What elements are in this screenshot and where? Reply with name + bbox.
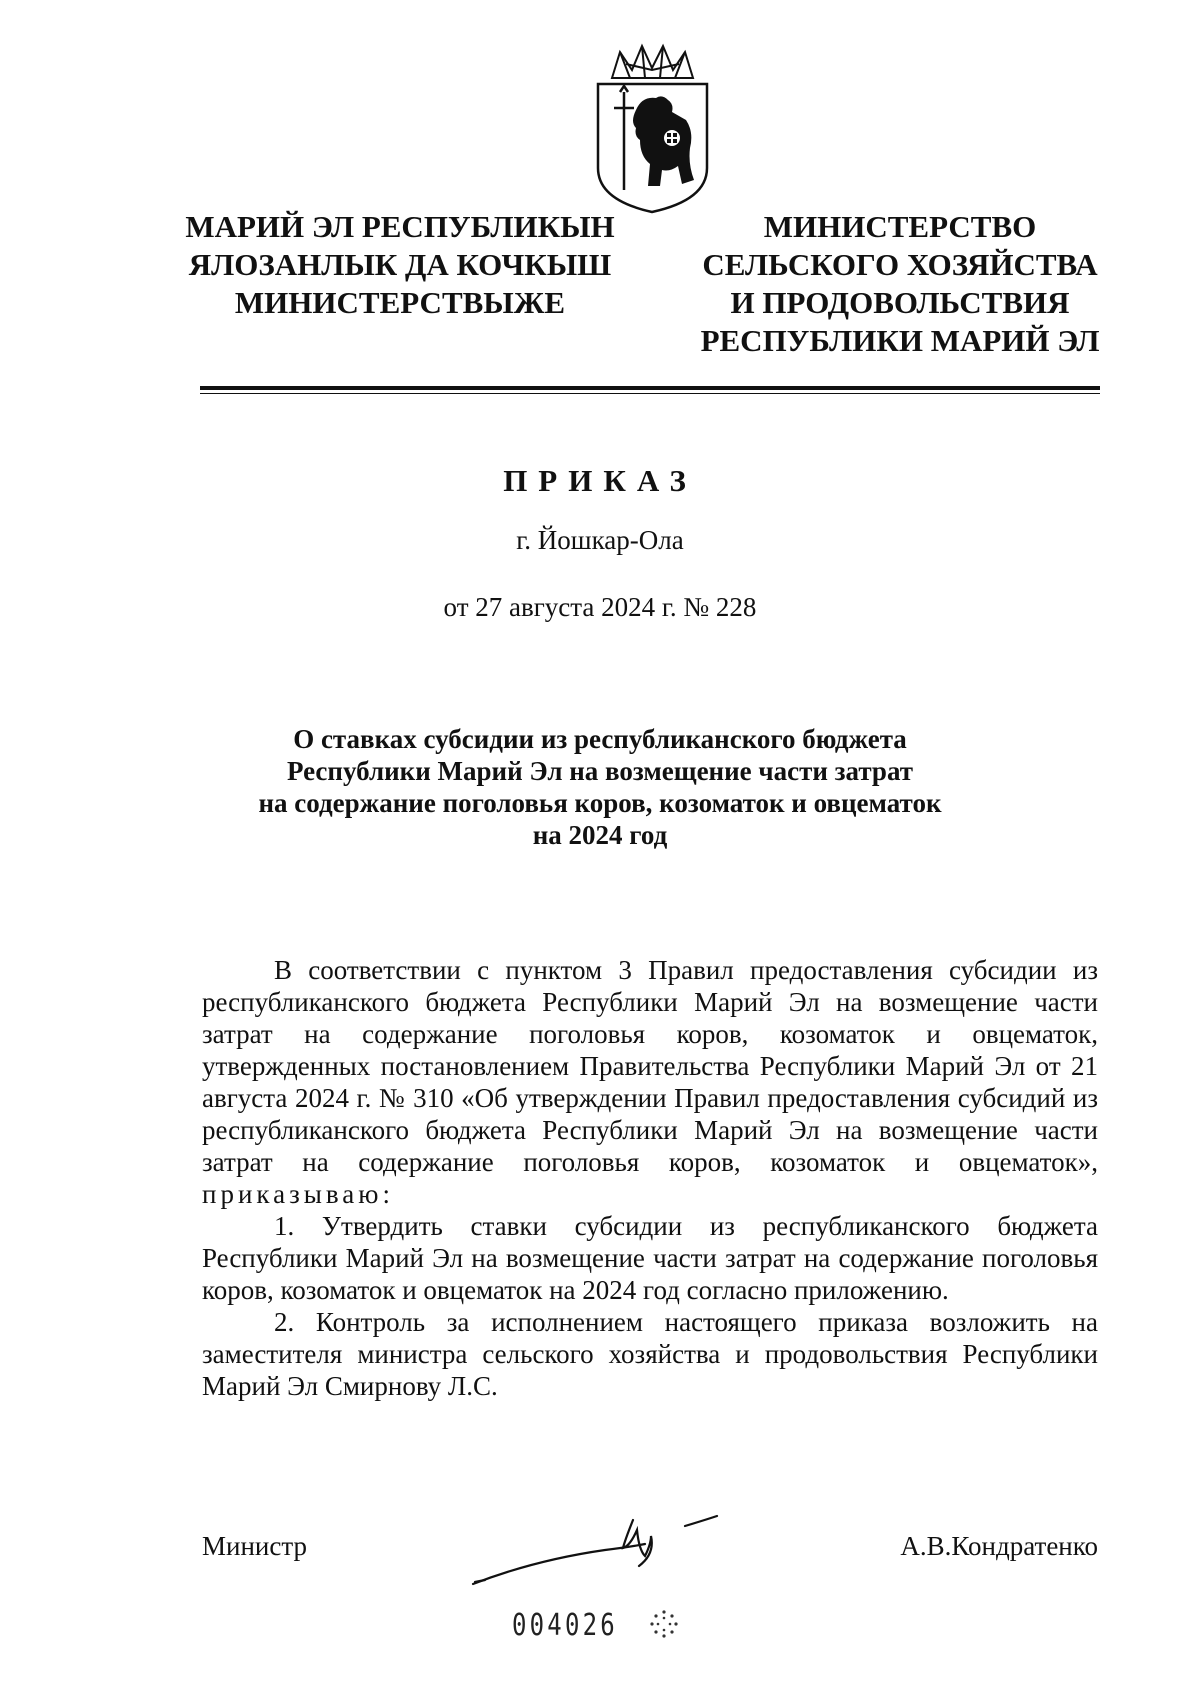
subject-line: на 2024 год bbox=[532, 820, 668, 850]
serial-star-mark bbox=[648, 1608, 680, 1640]
header-left-line: МИНИСТЕРСТВЫЖЕ bbox=[234, 285, 566, 320]
preamble-paragraph bbox=[202, 954, 1098, 1210]
header-right-line: И ПРОДОВОЛЬСТВИЯ bbox=[730, 285, 1070, 320]
header-right-russian bbox=[700, 208, 1100, 360]
header-divider-thin bbox=[200, 393, 1100, 394]
document-date-number: от 27 августа 2024 г. № 228 bbox=[443, 592, 757, 622]
order-word: приказываю: bbox=[202, 1179, 394, 1209]
order-item-1: 1. Утвердить ставки субсидии из республиканского бюджета Республики Марий Эл на возмещение части затрат на содержание поголовья коров, козоматок и овцематок на 2024 год согласно приложению. bbox=[202, 1211, 1098, 1305]
subject-line: на содержание поголовья коров, козоматок и овцематок bbox=[258, 788, 942, 818]
header-left-mari bbox=[185, 208, 615, 322]
signatory-position: Министр bbox=[202, 1531, 307, 1561]
header-left-line: МАРИЙ ЭЛ РЕСПУБЛИКЫН bbox=[185, 209, 615, 244]
subject-line: О ставках субсидии из республиканского бюджета bbox=[293, 724, 907, 754]
document-title: ПРИКАЗ bbox=[503, 463, 697, 498]
signatory-name: А.В.Кондратенко bbox=[900, 1531, 1098, 1561]
header-right-line: РЕСПУБЛИКИ МАРИЙ ЭЛ bbox=[700, 323, 1100, 358]
header-right-line: СЕЛЬСКОГО ХОЗЯЙСТВА bbox=[702, 247, 1098, 282]
header-left-line: ЯЛОЗАНЛЫК ДА КОЧКЫШ bbox=[188, 247, 612, 282]
serial-number: 004026 bbox=[512, 1608, 618, 1643]
document-city: г. Йошкар-Ола bbox=[516, 525, 684, 555]
coat-of-arms-emblem bbox=[590, 40, 715, 215]
preamble-text: В соответствии с пунктом 3 Правил предоставления субсидии из республиканского бюджета Республики Марий Эл на возмещение части затрат на содержание поголовья коров, козоматок и овцематок, утвержденных постановлением Правительства Республики Марий Эл от 21 августа 2024 г. № 310 «Об утверждении Правил предоставления субсидий из республиканского бюджета Республики Марий Эл на возмещение части затрат на содержание поголовья коров, козоматок и овцематок», bbox=[202, 955, 1098, 1177]
header-right-line: МИНИСТЕРСТВО bbox=[763, 209, 1037, 244]
subject-line: Республики Марий Эл на возмещение части затрат bbox=[286, 756, 914, 786]
header-divider-thick bbox=[200, 386, 1100, 390]
handwritten-signature bbox=[455, 1500, 755, 1595]
document-subject bbox=[0, 723, 1200, 851]
document-body bbox=[202, 954, 1098, 1402]
order-item-2: 2. Контроль за исполнением настоящего приказа возложить на заместителя министра сельского хозяйства и продовольствия Республики Марий Эл Смирнову Л.С. bbox=[202, 1307, 1098, 1401]
